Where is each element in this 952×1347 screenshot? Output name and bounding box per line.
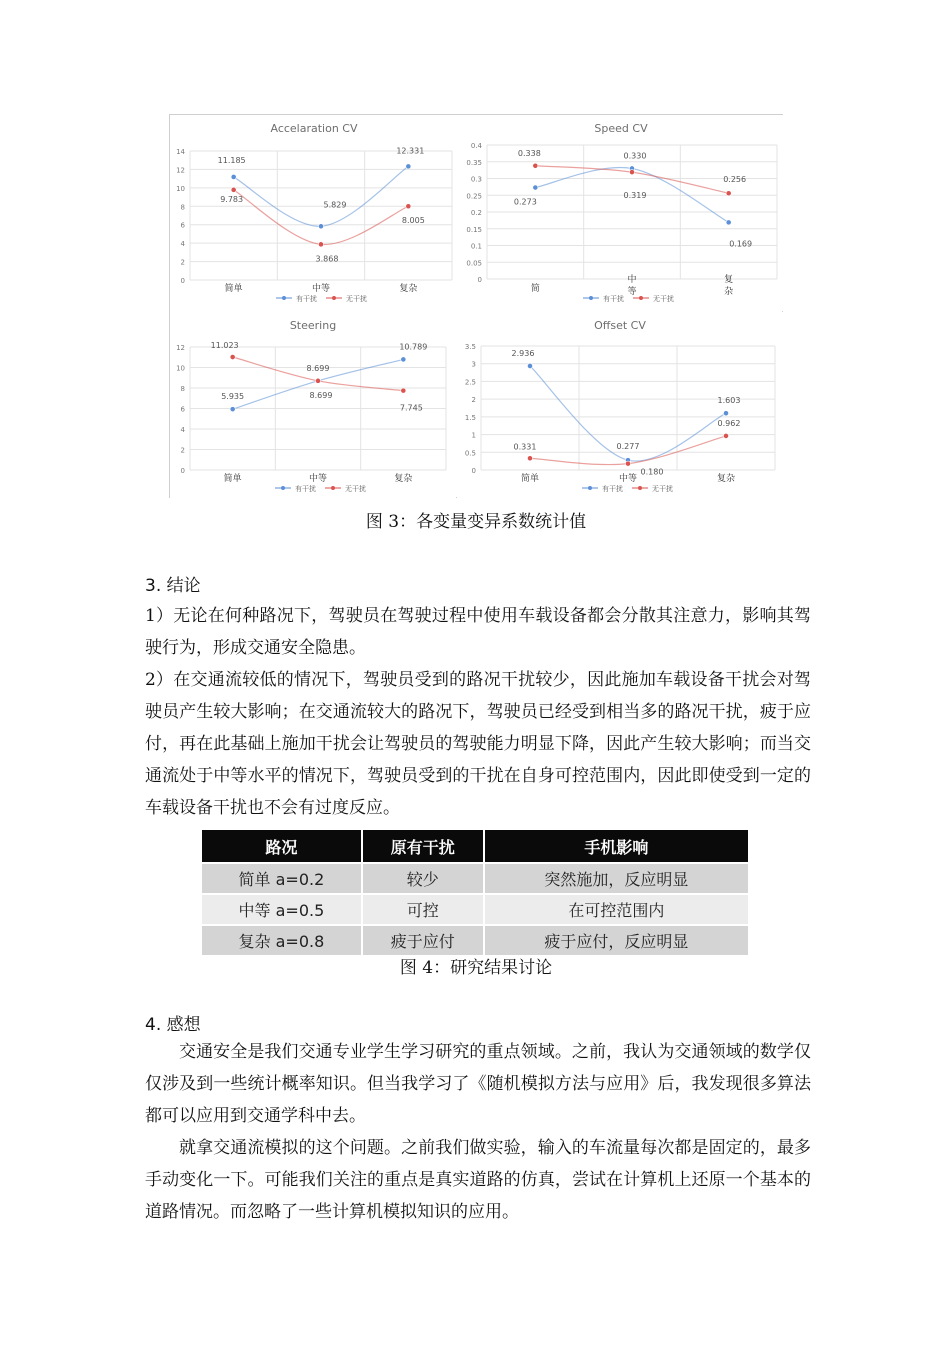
legend-marker <box>282 296 286 300</box>
x-tick-label: 中等 <box>618 474 638 484</box>
data-label: 0.169 <box>729 239 753 249</box>
table-header-original: 原有干扰 <box>362 829 484 863</box>
x-tick-label: 复杂 <box>394 474 413 484</box>
legend-label: 无干扰 <box>652 485 673 493</box>
series-line <box>234 190 409 245</box>
data-point <box>318 242 323 247</box>
x-tick-label: 中等 <box>311 284 331 294</box>
y-tick-label: 10 <box>176 364 185 373</box>
chart-title: Steering <box>289 319 337 332</box>
data-label: 5.935 <box>221 392 245 402</box>
data-label: 11.185 <box>217 155 246 165</box>
data-point <box>723 433 728 438</box>
chart-offset-cv <box>457 312 783 498</box>
legend-label: 有干扰 <box>296 295 317 303</box>
data-point <box>533 163 538 168</box>
data-label: 8.699 <box>309 390 333 400</box>
table-cell: 疲于应付 <box>362 925 484 956</box>
data-label: 1.603 <box>717 396 741 406</box>
data-point <box>527 363 532 368</box>
data-point <box>726 220 731 225</box>
legend-marker <box>332 296 336 300</box>
data-point <box>318 224 323 229</box>
table-header-row <box>201 829 749 863</box>
section-3-body <box>145 600 811 824</box>
data-label: 7.745 <box>399 403 423 413</box>
data-point <box>230 354 235 359</box>
y-tick-label: 0.2 <box>470 209 482 217</box>
x-tick-label: 简单 <box>223 474 242 484</box>
data-label: 12.331 <box>396 146 425 156</box>
y-tick-label: 0.35 <box>466 158 482 167</box>
chart-steering <box>170 312 456 498</box>
y-tick-label: 0.1 <box>470 242 482 251</box>
table-row <box>201 894 749 925</box>
y-tick-label: 3.5 <box>464 343 476 351</box>
legend-label: 无干扰 <box>346 295 367 303</box>
data-label: 0.338 <box>517 148 541 158</box>
y-tick-label: 8 <box>180 385 185 393</box>
y-tick-label: 10 <box>176 184 185 193</box>
chart-speed-cv <box>459 115 783 311</box>
legend-label: 无干扰 <box>653 295 674 303</box>
table-header-phone: 手机影响 <box>484 829 749 863</box>
table-header-road: 路况 <box>201 829 362 863</box>
legend-marker <box>588 486 592 490</box>
y-tick-label: 0.5 <box>464 449 476 458</box>
y-tick-label: 2 <box>471 396 476 405</box>
legend-marker <box>281 486 285 490</box>
section-4-heading: 4. 感想 <box>145 1015 201 1035</box>
x-tick-label: 复 <box>724 275 734 285</box>
x-tick-label: 复杂 <box>716 474 736 484</box>
table-cell: 突然施加，反应明显 <box>484 863 749 894</box>
data-label: 3.868 <box>315 254 339 264</box>
table-cell: 较少 <box>362 863 484 894</box>
y-tick-label: 0 <box>471 467 476 475</box>
x-tick-label: 中 <box>627 275 637 285</box>
section-4-paragraph-2: 就拿交通流模拟的这个问题。之前我们做实验，输入的车流量每次都是固定的，最多手动变化一下。可能我们关注的重点是真实道路的仿真，尝试在计算机上还原一个基本的道路情况。而忽略了一些计算机模拟知识的应用。 <box>145 1138 811 1222</box>
data-point <box>723 411 728 416</box>
x-tick-label: 杂 <box>724 287 734 297</box>
y-tick-label: 0.15 <box>466 225 482 234</box>
data-label: 8.699 <box>306 363 330 373</box>
data-label: 11.023 <box>210 341 239 351</box>
legend-marker <box>589 296 593 300</box>
y-tick-label: 0.25 <box>466 192 482 201</box>
legend-label: 有干扰 <box>602 485 623 493</box>
y-tick-label: 6 <box>180 405 185 414</box>
figure-3-caption: 图 3：各变量变异系数统计值 <box>365 512 587 532</box>
y-tick-label: 1 <box>471 431 476 440</box>
y-tick-label: 12 <box>176 166 185 175</box>
data-point <box>401 357 406 362</box>
series-line <box>234 166 409 226</box>
chart-title: Offset CV <box>594 319 646 332</box>
data-point <box>406 164 411 169</box>
x-tick-label: 简单 <box>224 284 243 294</box>
y-tick-label: 0 <box>180 467 185 475</box>
chart-offset-cv-svg <box>457 312 783 498</box>
data-label: 10.789 <box>399 342 428 352</box>
y-tick-label: 3 <box>471 360 476 369</box>
y-tick-label: 4 <box>180 426 185 434</box>
data-label: 0.962 <box>717 418 741 428</box>
y-tick-label: 4 <box>180 240 185 249</box>
y-tick-label: 2 <box>180 258 185 267</box>
data-point <box>406 204 411 209</box>
y-tick-label: 6 <box>180 221 185 230</box>
chart-acceleration-cv-svg <box>170 115 458 311</box>
y-tick-label: 2.5 <box>464 378 476 387</box>
y-tick-label: 0.3 <box>470 175 482 184</box>
section-4-body <box>145 1036 811 1228</box>
section-4-paragraph-1: 交通安全是我们交通专业学生学习研究的重点领域。之前，我认为交通领域的数学仅仅涉及到一些统计概率知识。但当我学习了《随机模拟方法与应用》后，我发现很多算法都可以应用到交通学科中去。 <box>145 1042 811 1126</box>
data-label: 0.330 <box>623 151 647 161</box>
legend-label: 有干扰 <box>295 485 316 493</box>
chart-acceleration-cv <box>170 115 458 311</box>
figure-3 <box>169 114 783 498</box>
data-point <box>726 191 731 196</box>
chart-speed-cv-svg <box>459 115 783 311</box>
data-point <box>533 185 538 190</box>
x-tick-label: 简 <box>530 284 540 294</box>
y-tick-label: 0.4 <box>470 142 482 150</box>
data-label: 0.180 <box>640 467 664 477</box>
table-cell: 复杂 a=0.8 <box>201 925 362 956</box>
data-point <box>231 187 236 192</box>
data-label: 0.277 <box>616 442 640 452</box>
x-tick-label: 中等 <box>308 474 328 484</box>
table-cell: 疲于应付，反应明显 <box>484 925 749 956</box>
data-label: 9.783 <box>220 194 244 204</box>
table-cell: 中等 a=0.5 <box>201 894 362 925</box>
data-label: 0.331 <box>513 442 537 452</box>
data-label: 2.936 <box>511 348 535 358</box>
data-point <box>315 378 320 383</box>
data-label: 8.005 <box>401 216 425 226</box>
x-tick-label: 等 <box>627 287 637 297</box>
data-label: 5.829 <box>323 200 347 210</box>
data-point <box>629 170 634 175</box>
table-cell: 可控 <box>362 894 484 925</box>
table-row <box>201 925 749 956</box>
y-tick-label: 0 <box>477 276 482 284</box>
y-tick-label: 8 <box>180 203 185 212</box>
chart-title: Speed CV <box>594 122 648 135</box>
data-point <box>527 456 532 461</box>
table-cell: 简单 a=0.2 <box>201 863 362 894</box>
data-point <box>230 407 235 412</box>
y-tick-label: 12 <box>176 344 185 352</box>
data-label: 0.256 <box>723 175 747 185</box>
legend-label: 有干扰 <box>603 295 624 303</box>
x-tick-label: 简单 <box>520 474 540 484</box>
y-tick-label: 14 <box>176 148 185 156</box>
section-3-paragraph-2: 2）在交通流较低的情况下，驾驶员受到的路况干扰较少，因此施加车载设备干扰会对驾驶员产生较大影响；在交通流较大的路况下，驾驶员已经受到相当多的路况干扰，疲于应付，再在此基础上施加干扰会让驾驶员的驾驶能力明显下降，因此产生较大影响；而当交通流处于中等水平的情况下，驾驶员受到的干扰在自身可控范围内，因此即使受到一定的车载设备干扰也不会有过度反应。 <box>145 670 811 818</box>
data-point <box>231 174 236 179</box>
data-point <box>625 461 630 466</box>
data-label: 0.273 <box>513 197 537 207</box>
figure-4-caption: 图 4：研究结果讨论 <box>399 958 553 978</box>
legend-marker <box>638 486 642 490</box>
legend-marker <box>639 296 643 300</box>
series-line <box>233 357 404 391</box>
chart-steering-svg <box>170 312 456 498</box>
legend-marker <box>331 486 335 490</box>
y-tick-label: 0 <box>180 277 185 285</box>
y-tick-label: 0.05 <box>466 259 482 268</box>
table-cell: 在可控范围内 <box>484 894 749 925</box>
y-tick-label: 1.5 <box>464 413 476 422</box>
section-3-paragraph-1: 1）无论在何种路况下，驾驶员在驾驶过程中使用车载设备都会分散其注意力，影响其驾驶行为，形成交通安全隐患。 <box>145 606 811 658</box>
section-3-heading: 3. 结论 <box>145 576 201 596</box>
x-tick-label: 复杂 <box>399 284 418 294</box>
results-table <box>200 828 750 957</box>
legend-label: 无干扰 <box>345 485 366 493</box>
data-label: 0.319 <box>623 191 647 201</box>
y-tick-label: 2 <box>180 446 185 455</box>
chart-title: Accelaration CV <box>270 122 358 135</box>
data-point <box>401 388 406 393</box>
table-row <box>201 863 749 894</box>
